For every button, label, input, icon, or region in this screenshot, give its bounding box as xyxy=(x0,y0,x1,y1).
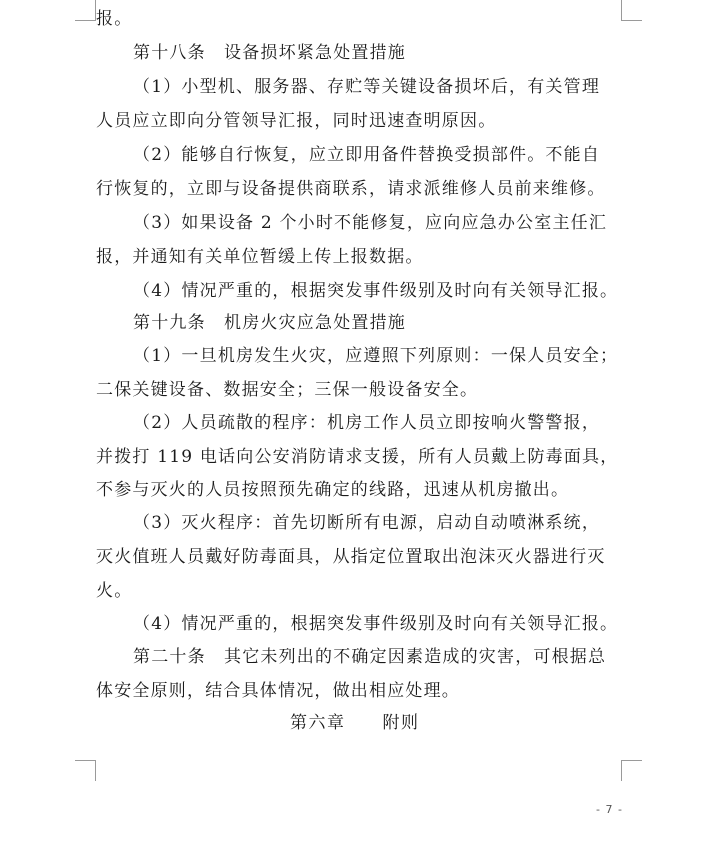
corner-mark-bottom-right xyxy=(621,760,642,781)
paragraph-line: 行恢复的，立即与设备提供商联系，请求派维修人员前来维修。 xyxy=(96,179,606,199)
paragraph-line: （4）情况严重的，根据突发事件级别及时向有关领导汇报。 xyxy=(133,281,619,301)
corner-mark-bottom-left xyxy=(75,760,96,781)
article-20-paragraph: 第二十条 其它未列出的不确定因素造成的灾害，可根据总 xyxy=(133,647,607,667)
paragraph-line: 火。 xyxy=(96,581,133,601)
paragraph-line: 体安全原则，结合具体情况，做出相应处理。 xyxy=(96,681,460,701)
corner-mark-top-left xyxy=(75,0,96,21)
paragraph-line: （1）小型机、服务器、存贮等关键设备损坏后，有关管理 xyxy=(133,77,601,97)
article-19-heading: 第十九条 机房火灾应急处置措施 xyxy=(133,313,406,333)
paragraph-line: 并拨打 119 电话向公安消防请求支援，所有人员戴上防毒面具， xyxy=(96,447,619,467)
paragraph-line: （3）灭火程序：首先切断所有电源，启动自动喷淋系统， xyxy=(133,513,601,533)
text-line: 报。 xyxy=(96,9,133,29)
paragraph-line: 二保关键设备、数据安全；三保一般设备安全。 xyxy=(96,380,479,400)
article-18-heading: 第十八条 设备损坏紧急处置措施 xyxy=(133,43,406,63)
paragraph-line: 人员应立即向分管领导汇报，同时迅速查明原因。 xyxy=(96,111,497,131)
paragraph-line: （2）能够自行恢复，应立即用备件替换受损部件。不能自 xyxy=(133,145,601,165)
paragraph-line: 报，并通知有关单位暂缓上传上报数据。 xyxy=(96,247,424,267)
paragraph-line: 灭火值班人员戴好防毒面具，从指定位置取出泡沫灭火器进行灭 xyxy=(96,547,606,567)
paragraph-line: （1）一旦机房发生火灾，应遵照下列原则：一保人员安全； xyxy=(133,346,619,366)
paragraph-line: 不参与灭火的人员按照预先确定的线路，迅速从机房撤出。 xyxy=(96,480,570,500)
paragraph-line: （4）情况严重的，根据突发事件级别及时向有关领导汇报。 xyxy=(133,614,619,634)
page-number: - 7 - xyxy=(596,803,623,816)
paragraph-line: （3）如果设备 2 个小时不能修复，应向应急办公室主任汇 xyxy=(133,213,608,233)
paragraph-line: （2）人员疏散的程序：机房工作人员立即按响火警警报， xyxy=(133,413,601,433)
corner-mark-top-right xyxy=(621,0,642,21)
chapter-6-heading: 第六章 附则 xyxy=(290,713,420,733)
